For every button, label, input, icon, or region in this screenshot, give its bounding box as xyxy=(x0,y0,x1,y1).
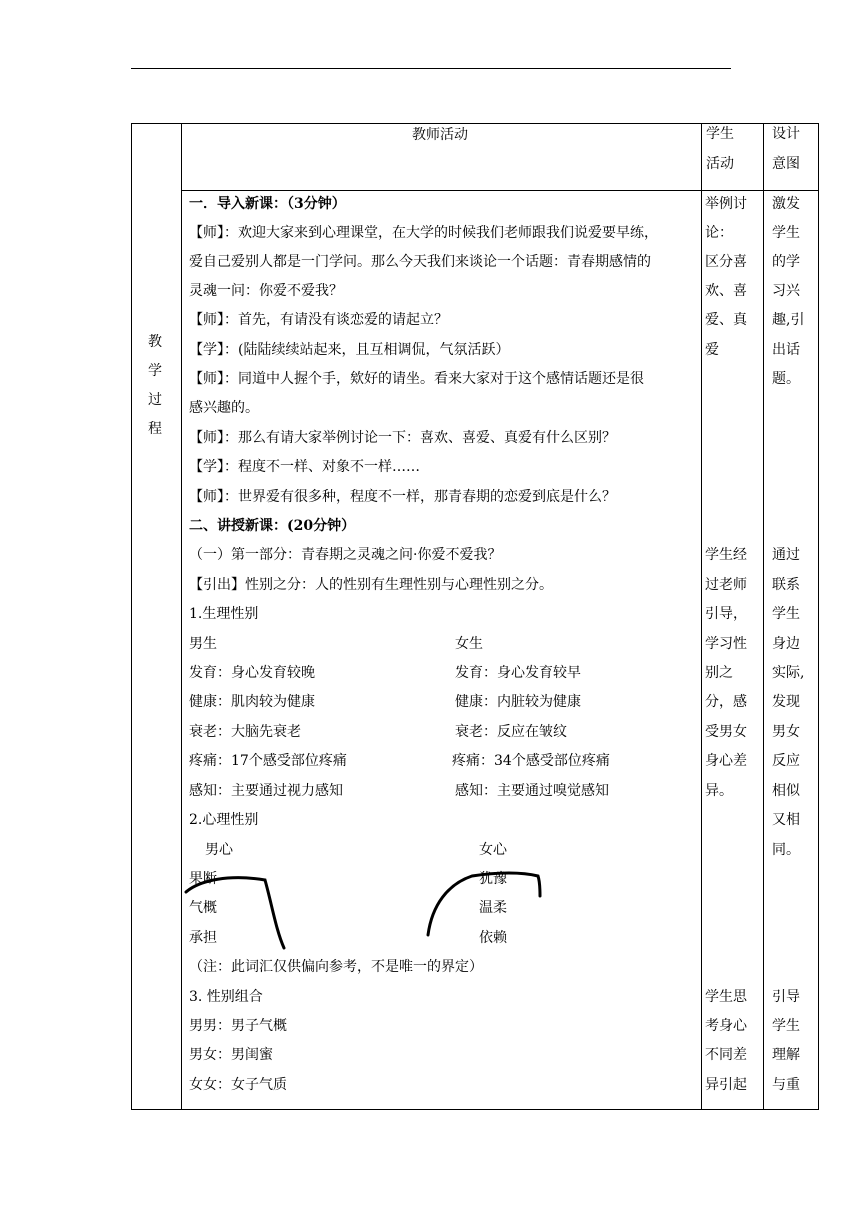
text-line: 学生思 xyxy=(705,989,747,1005)
text-line: 身边 xyxy=(772,636,800,652)
header-text: 设计 xyxy=(772,126,800,142)
text-line: 女心 xyxy=(479,842,507,858)
text-line: 学习性 xyxy=(705,636,747,652)
text-line: 出话 xyxy=(772,342,800,358)
text-line: 【师】：同道中人握个手，欸好的请坐。看来大家对于这个感情话题还是很 xyxy=(189,371,644,387)
text-line: 感兴趣的。 xyxy=(189,400,259,416)
text-line: 引导 xyxy=(772,989,800,1005)
text-line: 【学】：(陆陆续续站起来，且互相调侃，气氛活跃） xyxy=(189,342,510,358)
text-line: 过老师 xyxy=(705,577,747,593)
text-line: 疼痛：34个感受部位疼痛 xyxy=(452,753,610,769)
text-line: 男女：男闺蜜 xyxy=(189,1047,273,1063)
text-line: 受男女 xyxy=(705,724,747,740)
text-line: 引导， xyxy=(705,606,747,622)
text-line: 感知：主要通过嗅觉感知 xyxy=(455,783,609,799)
text-line: 依赖 xyxy=(479,930,507,946)
text-line: 【师】：那么有请大家举例讨论一下：喜欢、喜爱、真爱有什么区别？ xyxy=(189,430,616,446)
text-line: 疼痛：17个感受部位疼痛 xyxy=(189,753,347,769)
text-line: 发现 xyxy=(772,694,800,710)
text-line: 犹豫 xyxy=(479,871,507,887)
text-line: 感知：主要通过视力感知 xyxy=(189,783,343,799)
text-line: 1.生理性别 xyxy=(189,606,259,622)
text-line: 【学】：程度不一样、对象不一样…… xyxy=(189,459,420,475)
text-line: 分，感 xyxy=(705,694,747,710)
text-line: 实际, xyxy=(772,665,805,681)
section-heading: 一．导入新课：（3分钟） xyxy=(189,196,346,212)
text-line: 健康：肌肉较为健康 xyxy=(189,694,315,710)
text-line: 不同差 xyxy=(705,1047,747,1063)
text-line: 男男：男子气概 xyxy=(189,1018,287,1034)
text-line: 男女 xyxy=(772,724,800,740)
text-line: 气概 xyxy=(189,900,217,916)
text-line: 温柔 xyxy=(479,900,507,916)
text-line: 理解 xyxy=(772,1047,800,1063)
text-line: 发育：身心发育较早 xyxy=(455,665,581,681)
text-line: 灵魂一问：你爱不爱我？ xyxy=(189,283,343,299)
text-line: 学生经 xyxy=(705,547,747,563)
text-line: 通过 xyxy=(772,547,800,563)
text-line: 承担 xyxy=(189,930,217,946)
text-line: 举例讨 xyxy=(705,196,747,212)
text-line: 3. 性别组合 xyxy=(189,989,263,1005)
text-line: 学生 xyxy=(772,225,800,241)
text-line: 与重 xyxy=(772,1077,800,1093)
text-line: 又相 xyxy=(772,812,800,828)
text-line: 【师】：首先，有请没有谈恋爱的请起立？ xyxy=(189,312,448,328)
text-line: 爱、真 xyxy=(705,312,747,328)
text-line: 激发 xyxy=(772,196,800,212)
side-label-char: 学 xyxy=(148,363,162,379)
text-line: 【师】：世界爱有很多种，程度不一样，那青春期的恋爱到底是什么？ xyxy=(189,489,616,505)
text-line: 异。 xyxy=(705,783,733,799)
header-text: 活动 xyxy=(706,156,734,172)
text-line: 欢、喜 xyxy=(705,283,747,299)
text-line: 别之 xyxy=(705,665,733,681)
text-line: 【师】：欢迎大家来到心理课堂，在大学的时候我们老师跟我们说爱要早练， xyxy=(189,225,658,241)
text-line: 女生 xyxy=(455,636,483,652)
side-label-char: 程 xyxy=(148,421,162,437)
text-line: 习兴 xyxy=(772,283,800,299)
text-line: 的学 xyxy=(772,254,800,270)
text-line: 爱自己爱别人都是一门学问。那么今天我们来谈论一个话题：青春期感情的 xyxy=(189,254,651,270)
text-line: 男心 xyxy=(205,842,233,858)
text-line: 发育：身心发育较晚 xyxy=(189,665,315,681)
side-label-char: 过 xyxy=(148,392,162,408)
text-line: 男生 xyxy=(189,636,217,652)
text-line: 果断 xyxy=(189,871,217,887)
text-line: 题。 xyxy=(772,371,800,387)
header-text: 意图 xyxy=(772,156,800,172)
section-heading: 二、讲授新课：(20分钟） xyxy=(189,518,356,534)
header-text: 学生 xyxy=(706,126,734,142)
text-line: 衰老：反应在皱纹 xyxy=(455,724,567,740)
text-line: 衰老：大脑先衰老 xyxy=(189,724,301,740)
note-text: （注：此词汇仅供偏向参考，不是唯一的界定） xyxy=(189,959,483,975)
text-line: 身心差 xyxy=(705,753,747,769)
ink-stroke-left xyxy=(186,878,284,948)
text-line: 考身心 xyxy=(705,1018,747,1034)
psych-gender-title: 2.心理性别 xyxy=(189,812,259,828)
text-line: 反应 xyxy=(772,753,800,769)
text-line: 学生 xyxy=(772,606,800,622)
text-line: （一）第一部分：青春期之灵魂之问·你爱不爱我？ xyxy=(189,547,502,563)
ink-stroke-right xyxy=(428,873,540,935)
text-line: 论： xyxy=(705,225,733,241)
text-line: 【引出】性别之分：人的性别有生理性别与心理性别之分。 xyxy=(189,577,553,593)
text-line: 联系 xyxy=(772,577,800,593)
text-line: 区分喜 xyxy=(705,254,747,270)
side-label-char: 教 xyxy=(148,334,162,350)
text-line: 同。 xyxy=(772,842,800,858)
text-line: 爱 xyxy=(705,342,719,358)
header-teacher-activity: 教师活动 xyxy=(412,127,468,143)
text-line: 健康：内脏较为健康 xyxy=(455,694,581,710)
text-line: 学生 xyxy=(772,1018,800,1034)
text-line: 女女：女子气质 xyxy=(189,1077,287,1093)
text-line: 相似 xyxy=(772,783,800,799)
text-line: 趣,引 xyxy=(772,312,805,328)
text-line: 异引起 xyxy=(705,1077,747,1093)
